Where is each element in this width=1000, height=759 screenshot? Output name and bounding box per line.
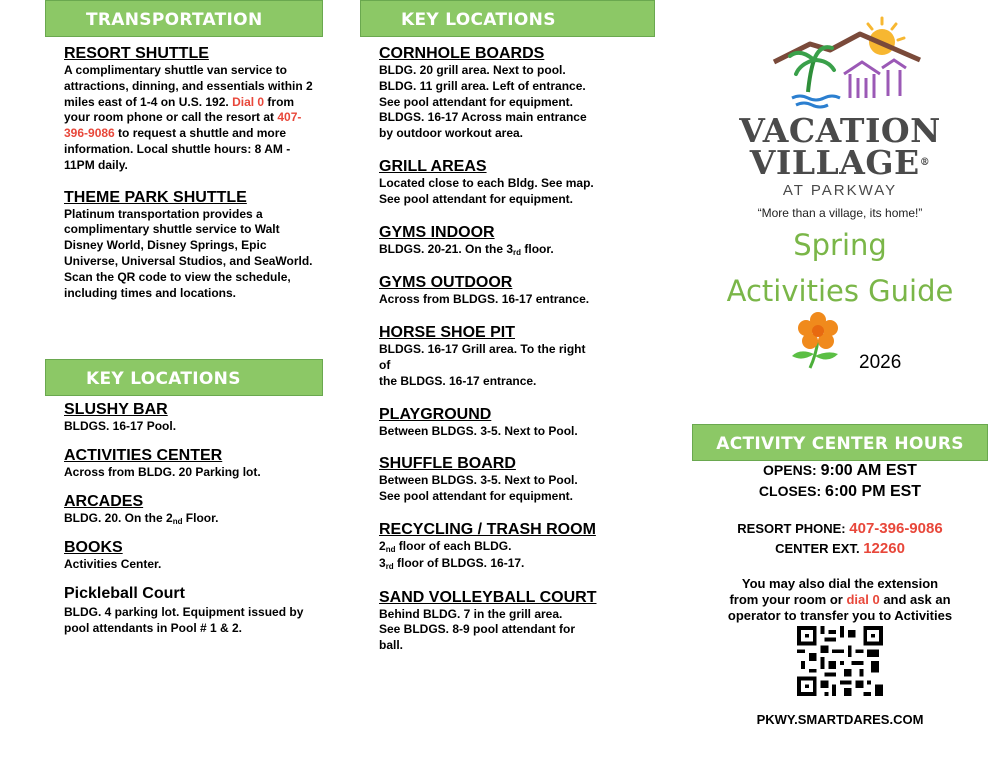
middle-column [360,0,655,665]
logo-village: VILLAGE® [749,143,931,182]
guide-title-spring: Spring [793,228,887,262]
arcades-text: BLDG. 20. On the 2nd Floor. [64,510,219,526]
dial-instructions: You may also dial the extension from your room or dial 0 and ask an operator to transfer you to Activities [727,576,953,623]
shuffle-line: Between BLDGS. 3-5. Next to Pool. [379,473,578,488]
grill-line: Located close to each Bldg. See map. [379,175,594,190]
activities-center-text: Across from BLDG. 20 Parking lot. [64,464,261,479]
activities-center-title: ACTIVITIES CENTER [64,446,223,464]
center-ext-number: 12260 [863,540,905,557]
recycling-title: RECYCLING / TRASH ROOM [379,520,596,538]
grill-line: See pool attendant for equipment. [379,191,574,206]
shuffle-item [379,454,649,505]
theme-park-shuttle-section [64,188,314,302]
key-locations-banner-mid: KEY LOCATIONS [360,0,655,37]
opens-line: OPENS: 9:00 AM EST [763,462,917,479]
resort-phone-link[interactable]: 407-396-9086 [64,110,302,141]
guide-title-activities: Activities Guide [726,274,954,308]
left-column [45,0,323,312]
playground-item [379,405,649,440]
horseshoe-line: of [379,357,391,372]
cornhole-title: CORNHOLE BOARDS [379,45,545,62]
horseshoe-line: the BLDGS. 16-17 entrance. [379,373,537,388]
resort-phone-line: RESORT PHONE: 407-396-9086 [737,520,943,537]
theme-park-shuttle-title: THEME PARK SHUTTLE [64,188,247,206]
sand-volleyball-line: ball. [379,638,404,653]
transportation-banner: TRANSPORTATION [45,0,323,37]
sand-volleyball-line: See BLDGS. 8-9 pool attendant for [379,622,576,637]
cornhole-line: BLDGS. 16-17 Across main entrance [379,110,587,125]
flower-icon [788,310,848,372]
dial-0-text: Dial 0 [232,94,265,109]
logo-vacation: VACATION [739,111,941,150]
gyms-outdoor-item [379,273,649,308]
pickleball-item [64,584,314,637]
pickleball-text: BLDG. 4 parking lot. Equipment issued by pool attendants in Pool # 1 & 2. [64,605,304,635]
recycling-line-1: 2nd floor of each BLDG. [379,538,512,554]
playground-line: Between BLDGS. 3-5. Next to Pool. [379,423,578,438]
playground-title: PLAYGROUND [379,405,492,423]
year-label: 2026 [859,352,902,373]
shuffle-line: See pool attendant for equipment. [379,489,574,504]
horseshoe-title: HORSE SHOE PIT [379,324,516,342]
logo-at-parkway: AT PARKWAY [782,182,898,199]
gyms-indoor-text: BLDGS. 20-21. On the 3rd floor. [379,241,554,257]
sand-volleyball-title: SAND VOLLEYBALL COURT [379,588,597,606]
cornhole-line: BLDG. 20 grill area. Next to pool. [379,63,566,77]
center-ext-line: CENTER EXT. 12260 [775,540,905,557]
gyms-indoor-item [379,223,649,259]
recycling-line-2: 3rd floor of BLDGS. 16-17. [379,555,525,571]
website-text[interactable]: PKWY.SMARTDARES.COM [756,712,924,727]
resort-phone-number[interactable]: 407-396-9086 [849,520,943,537]
vacation-village-logo-icon [770,12,930,112]
horseshoe-line: BLDGS. 16-17 Grill area. To the right [379,342,586,357]
shuffle-title: SHUFFLE BOARD [379,455,516,473]
slushy-bar-item [64,400,314,435]
left-key-locations [45,359,323,648]
cornhole-line: by outdoor workout area. [379,126,524,141]
grill-item [379,157,649,208]
cornhole-line: BLDG. 11 grill area. Left of entrance. [379,78,586,93]
slushy-bar-text: BLDGS. 16-17 Pool. [64,419,177,433]
books-title: BOOKS [64,539,123,557]
resort-shuttle-title: RESORT SHUTTLE [64,45,209,62]
resort-shuttle-text: A complimentary shuttle van service to attractions, dinning, and essentials within 2 miles east of 1-4 on U.S. 192. Dial 0 from your room phone or call the resort at 407-396-9086 to request a shuttle and more information. Local shuttle hours: 8 AM - 11PM daily. [64,63,313,172]
activities-center-item [64,446,314,481]
tagline: “More than a village, its home!” [757,206,923,220]
arcades-item [64,492,314,528]
grill-title: GRILL AREAS [379,157,487,175]
closes-line: CLOSES: 6:00 PM EST [758,483,922,500]
pickleball-title: Pickleball Court [64,585,185,603]
qr-code-icon[interactable] [796,626,884,696]
resort-shuttle-section [64,44,314,174]
arcades-title: ARCADES [64,492,144,510]
sand-volleyball-item [379,588,649,654]
books-text: Activities Center. [64,557,162,572]
books-item [64,538,314,573]
sand-volleyball-line: Behind BLDG. 7 in the grill area. [379,606,563,621]
gyms-outdoor-line: Across from BLDGS. 16-17 entrance. [379,292,590,307]
gyms-outdoor-title: GYMS OUTDOOR [379,274,513,292]
gyms-indoor-title: GYMS INDOOR [379,223,495,241]
slushy-bar-title: SLUSHY BAR [64,401,168,418]
cornhole-line: See pool attendant for equipment. [379,94,574,109]
key-locations-banner-left: KEY LOCATIONS [45,359,323,396]
horseshoe-item [379,323,649,389]
activity-hours-banner: ACTIVITY CENTER HOURS [692,424,988,461]
recycling-item [379,520,649,573]
cornhole-item [379,44,649,142]
theme-park-shuttle-text: Platinum transportation provides a complimentary shuttle service to Walt Disney World, Disney Springs, Epic Universe, Universal Studios, and SeaWorld. Scan the QR code to view the schedule, including times and locations. [64,206,313,300]
